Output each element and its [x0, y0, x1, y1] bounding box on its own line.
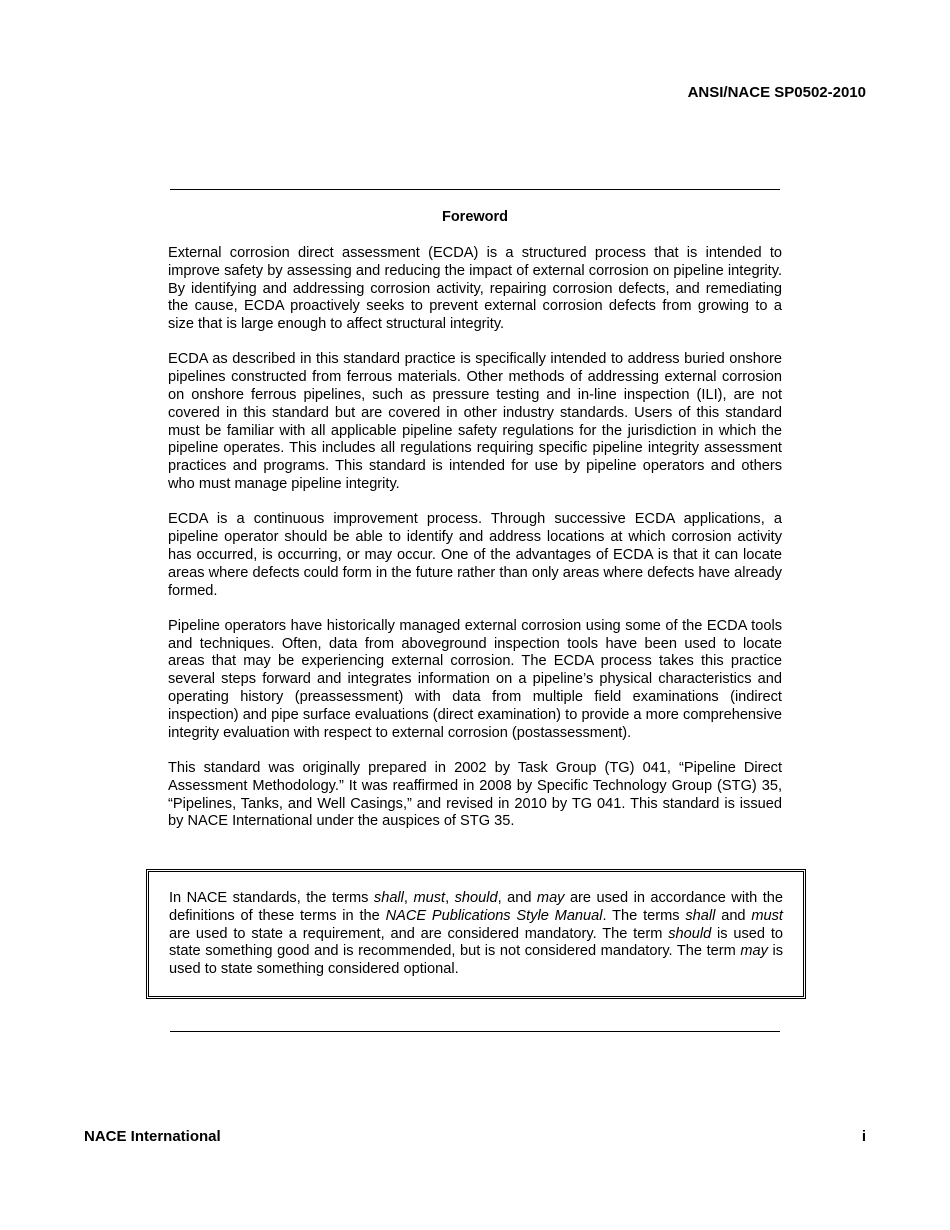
foreword-paragraph-4: Pipeline operators have historically managed external corrosion using some of the ECDA tools and techniques. Often, data from aboveground inspection tools have been used to locate areas that may be experiencing external corrosion. The ECDA process takes this practice several steps forward and integrates information on a pipeline’s physical characteristics and operating history (preassessment) with data from multiple field examinations (indirect inspection) and pipe surface evaluations (direct examination) to provide a more comprehensive integrity evaluation with respect to external corrosion (postassessment). — [168, 617, 782, 741]
term-shall: shall — [373, 890, 404, 906]
bottom-divider — [170, 1031, 780, 1032]
terminology-note-text: In NACE standards, the terms shall, must, should, and may are used in accordance with the definitions of these terms in the NACE Publications Style Manual. The terms shall and must are used to state a requirement, and are considered mandatory. The term should is used to state something good and is recommended, but is not considered mandatory. The term may is used to state something considered optional. — [169, 890, 784, 978]
foreword-paragraph-5: This standard was originally prepared in 2002 by Task Group (TG) 041, “Pipeline Direct Assessment Methodology.” It was reaffirmed in 2008 by Specific Technology Group (STG) 35, “Pipelines, Tanks, and Well Casings,” and revised in 2010 by TG 041. This standard is issued by NACE International under the auspices of STG 35. — [168, 759, 782, 830]
foreword-paragraph-2: ECDA as described in this standard practice is specifically intended to address buried onshore pipelines constructed from ferrous materials. Other methods of addressing external corrosion on onshore ferrous pipelines, such as pressure testing and in-line inspection (ILI), are not covered in this standard but are covered in other industry standards. Users of this standard must be familiar with all applicable pipeline safety regulations for the jurisdiction in which the pipeline operates. This includes all regulations requiring specific pipeline integrity assessment practices and programs. This standard is intended for use by pipeline operators and others who must manage pipeline integrity. — [168, 351, 782, 493]
style-manual-title: NACE Publications Style Manual — [385, 907, 603, 924]
document-code: ANSI/NACE SP0502-2010 — [687, 84, 866, 101]
terminology-note-box — [146, 869, 806, 999]
term-must: must — [751, 907, 783, 924]
term-may: may — [740, 943, 768, 960]
term-must: must — [413, 890, 446, 906]
foreword-body — [168, 245, 782, 849]
term-should: should — [454, 890, 498, 906]
term-shall: shall — [685, 907, 716, 924]
page-number: i — [861, 1128, 866, 1145]
term-should: should — [668, 925, 712, 942]
foreword-paragraph-3: ECDA is a continuous improvement process. Through successive ECDA applications, a pipeline operator should be able to identify and address locations at which corrosion activity has occurred, is occurring, or may occur. One of the advantages of ECDA is that it can locate areas where defects could form in the future rather than only areas where defects have already formed. — [168, 511, 782, 599]
footer-organization: NACE International — [84, 1128, 221, 1145]
top-divider — [170, 189, 780, 190]
foreword-paragraph-1: External corrosion direct assessment (ECDA) is a structured process that is intended to improve safety by assessing and reducing the impact of external corrosion on pipeline integrity. By identifying and addressing corrosion activity, repairing corrosion defects, and remediating the cause, ECDA proactively seeks to prevent external corrosion defects from growing to a size that is large enough to affect structural integrity. — [168, 245, 782, 333]
section-title: Foreword — [441, 209, 509, 225]
term-may: may — [536, 890, 565, 906]
